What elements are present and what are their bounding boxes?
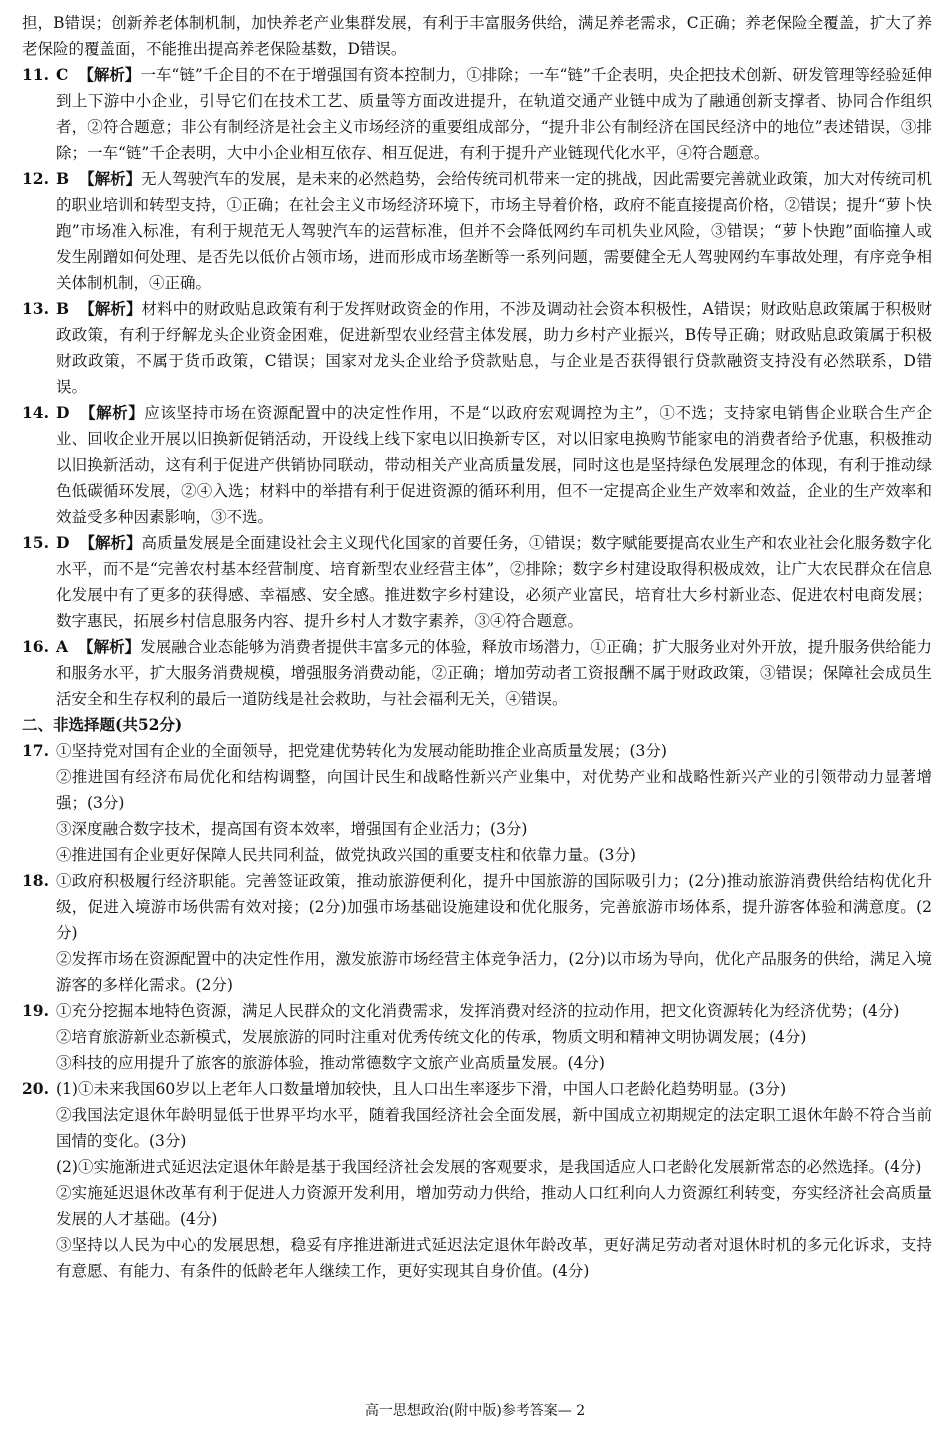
answer-item-19 — [22, 998, 932, 1024]
answer-point: ②我国法定退休年龄明显低于世界平均水平，随着我国经济社会全面发展，新中国成立初期规定的法定职工退休年龄不符合当前国情的变化。(3分) — [56, 1106, 932, 1150]
answer-point: ②培育旅游新业态新模式，发展旅游的同时注重对优秀传统文化的传承，物质文明和精神文明协调发展；(4分) — [56, 1028, 807, 1046]
analysis-text: 高质量发展是全面建设社会主义现代化国家的首要任务，①错误；数字赋能要提高农业生产和农业社会化服务数字化水平，而不是“完善农村基本经营制度、培育新型农业经营主体”，②排除；数字乡村建设取得积极成效，让广大农民群众在信息化发展中有了更多的获得感、幸福感、安全感。推进数字乡村建设，必须产业富民，培育壮大乡村新业态、促进农村电商发展；数字惠民，拓展乡村信息服务内容、提升乡村人才数字素养，③④符合题意。 — [56, 534, 932, 630]
answer-point: ②推进国有经济布局优化和结构调整，向国计民生和战略性新兴产业集中，对优势产业和战略性新兴产业的引领带动力显著增强；(3分) — [56, 768, 932, 812]
answer-point: ④推进国有企业更好保障人民共同利益，做党执政兴国的重要支柱和依靠力量。(3分) — [56, 846, 636, 864]
intro-paragraph: 担，B错误；创新养老体制机制，加快养老产业集群发展，有利于丰富服务供给，满足养老需求，C正确；养老保险全覆盖，扩大了养老保险的覆盖面，不能推出提高养老保险基数，D错误。 — [22, 14, 932, 58]
mc-item-16 — [22, 634, 932, 712]
answer-point: ③科技的应用提升了旅客的旅游体验，推动常德数字文旅产业高质量发展。(4分) — [56, 1054, 605, 1072]
question-number: 16. — [22, 637, 49, 656]
answer-point: ①充分挖掘本地特色资源，满足人民群众的文化消费需求，发挥消费对经济的拉动作用，把文化资源转化为经济优势；(4分) — [56, 1002, 900, 1020]
answer-letter: B — [56, 169, 70, 188]
analysis-tag: 【解析】 — [79, 169, 142, 188]
answer-point: ②发挥市场在资源配置中的决定性作用，激发旅游市场经营主体竞争活力，(2分)以市场为导向，优化产品服务的供给，满足入境游客的多样化需求。(2分) — [56, 950, 932, 994]
answer-point: ①政府积极履行经济职能。完善签证政策，推动旅游便利化，提升中国旅游的国际吸引力；(2分)推动旅游消费供给结构优化升级，促进入境游市场供需有效对接；(2分)加强市场基础设施建设和优化服务，完善旅游市场体系，提升游客体验和满意度。(2分) — [56, 872, 932, 942]
answer-point: (1)①未来我国60岁以上老年人口数量增加较快，且人口出生率逐步下滑，中国人口老龄化趋势明显。(3分) — [56, 1080, 787, 1098]
analysis-text: 应该坚持市场在资源配置中的决定性作用，不是“以政府宏观调控为主”，①不选；支持家电销售企业联合生产企业、回收企业开展以旧换新促销活动，开设线上线下家电以旧换新专区，对以旧家电换购节能家电的消费者给予优惠，积极推动以旧换新活动，这有利于促进产供销协同联动，带动相关产业高质量发展，同时这也是坚持绿色发展理念的体现，有利于推动绿色低碳循环发展，②④入选；材料中的举措有利于促进资源的循环利用，但不一定提高企业生产效率和效益，企业的生产效率和效益受多种因素影响，③不选。 — [56, 404, 932, 526]
answer-item-18 — [22, 868, 932, 946]
answer-letter: A — [56, 637, 69, 656]
answer-point: (2)①实施渐进式延迟法定退休年龄是基于我国经济社会发展的客观要求，是我国适应人口老龄化发展新常态的必然选择。(4分) — [56, 1158, 922, 1176]
analysis-tag: 【解析】 — [79, 403, 145, 422]
answer-letter: D — [56, 533, 70, 552]
mc-item-13 — [22, 296, 932, 400]
section-heading-nonchoice: 二、非选择题(共52分) — [22, 715, 183, 734]
mc-item-14 — [22, 400, 932, 530]
question-number: 18. — [22, 871, 49, 890]
answer-point: ②实施延迟退休改革有利于促进人力资源开发利用，增加劳动力供给，推动人口红利向人力资源红利转变，夯实经济社会高质量发展的人才基础。(4分) — [56, 1184, 932, 1228]
analysis-tag: 【解析】 — [79, 533, 142, 552]
answer-letter: B — [56, 299, 70, 318]
analysis-text: 一车“链”千企目的不在于增强国有资本控制力，①排除；一车“链”千企表明，央企把技术创新、研发管理等经验延伸到上下游中小企业，引导它们在技术工艺、质量等方面改进提升，在轨道交通产业链中成为了融通创新支撑者、协同合作组织者，②符合题意；非公有制经济是社会主义市场经济的重要组成部分，“提升非公有制经济在国民经济中的地位”表述错误，③排除；一车“链”千企表明，大中小企业相互依存、相互促进，有利于提升产业链现代化水平，④符合题意。 — [56, 66, 932, 162]
question-number: 15. — [22, 533, 49, 552]
analysis-tag: 【解析】 — [78, 65, 141, 84]
answer-letter: D — [56, 403, 70, 422]
analysis-tag: 【解析】 — [78, 637, 141, 656]
analysis-text: 无人驾驶汽车的发展，是未来的必然趋势，会给传统司机带来一定的挑战，因此需要完善就业政策，加大对传统司机的职业培训和转型支持，①正确；在社会主义市场经济环境下，市场主导着价格，政府不能直接提高价格，②错误；提升“萝卜快跑”市场准入标准，有利于规范无人驾驶汽车的运营标准，但并不会降低网约车司机失业风险，③错误；“萝卜快跑”面临撞人或发生剐蹭如何处理、是否先以低价占领市场，进而形成市场垄断等一系列问题，需要健全无人驾驶网约车事故处理，有序竞争相关体制机制，④正确。 — [56, 170, 932, 292]
analysis-text: 材料中的财政贴息政策有利于发挥财政资金的作用，不涉及调动社会资本积极性，A错误；财政贴息政策属于积极财政政策，有利于纾解龙头企业资金困难，促进新型农业经营主体发展，助力乡村产业振兴，B传导正确；财政贴息政策属于积极财政政策，不属于货币政策，C错误；国家对龙头企业给予贷款贴息，与企业是否获得银行贷款融资支持没有必然联系，D错误。 — [56, 300, 932, 396]
analysis-tag: 【解析】 — [79, 299, 142, 318]
answer-item-17 — [22, 738, 932, 764]
answer-point: ③坚持以人民为中心的发展思想，稳妥有序推进渐进式延迟法定退休年龄改革，更好满足劳动者对退休时机的多元化诉求，支持有意愿、有能力、有条件的低龄老年人继续工作，更好实现其自身价值。(4分) — [56, 1236, 932, 1280]
question-number: 14. — [22, 403, 49, 422]
question-number: 11. — [22, 65, 49, 84]
question-number: 20. — [22, 1079, 49, 1098]
analysis-text: 发展融合业态能够为消费者提供丰富多元的体验，释放市场潜力，①正确；扩大服务业对外开放，提升服务供给能力和服务水平，扩大服务消费规模，增强服务消费动能，②正确；增加劳动者工资报酬不属于财政政策，③错误；保障社会成员生活安全和生存权利的最后一道防线是社会救助，与社会福利无关，④错误。 — [56, 638, 932, 708]
question-number: 12. — [22, 169, 49, 188]
answer-point: ①坚持党对国有企业的全面领导，把党建优势转化为发展动能助推企业高质量发展；(3分) — [56, 742, 667, 760]
answer-point: ③深度融合数字技术，提高国有资本效率，增强国有企业活力；(3分) — [56, 820, 528, 838]
mc-item-11 — [22, 62, 932, 166]
question-number: 13. — [22, 299, 49, 318]
mc-item-15 — [22, 530, 932, 634]
mc-item-12 — [22, 166, 932, 296]
page-footer: 高一思想政治(附中版)参考答案— 2 — [364, 1403, 586, 1419]
question-number: 19. — [22, 1001, 49, 1020]
answer-letter: C — [56, 65, 69, 84]
question-number: 17. — [22, 741, 49, 760]
answer-item-20 — [22, 1076, 932, 1102]
